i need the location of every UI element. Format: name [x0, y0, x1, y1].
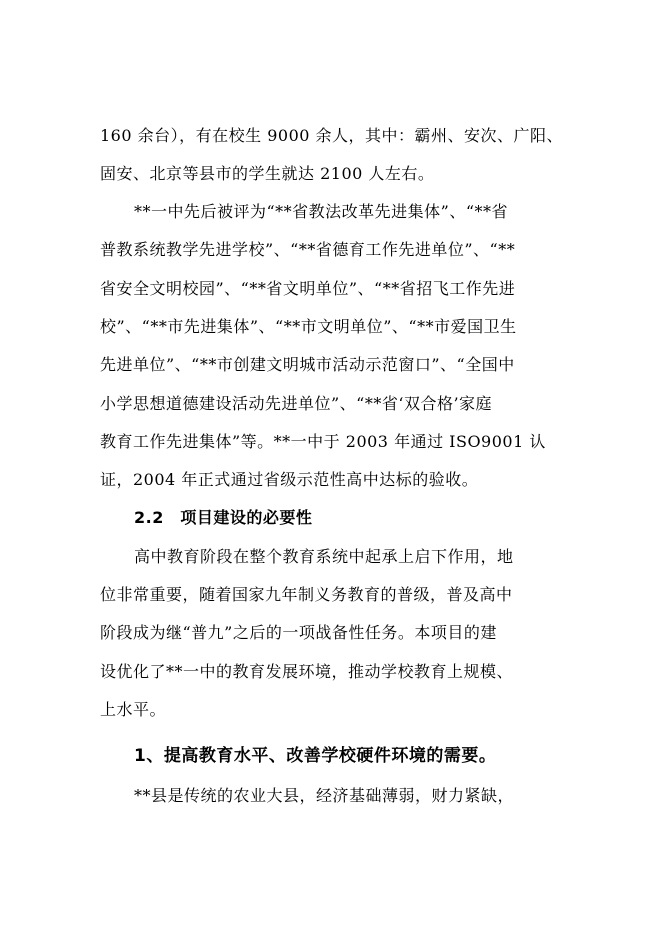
- paragraph-line: 证，2004 年正式通过省级示范性高中达标的验收。: [100, 470, 479, 489]
- paragraph-line: 校”、“**市先进集体”、“**市文明单位”、“**市爱国卫生: [100, 317, 517, 336]
- paragraph-line: 阶段成为继“普九”之后的一项战备性任务。本项目的建: [100, 623, 497, 642]
- paragraph-line: 设优化了**一中的教育发展环境，推动学校教育上规模、: [100, 662, 514, 681]
- paragraph-line: 省安全文明校园”、“**省文明单位”、“**省招飞工作先进: [100, 279, 516, 298]
- paragraph-line: 位非常重要，随着国家九年制义务教育的普级，普及高中: [100, 585, 513, 604]
- paragraph-line: **县是传统的农业大县，经济基础薄弱，财力紧缺，: [134, 786, 515, 805]
- paragraph-line: **一中先后被评为“**省教法改革先进集体”、“**省: [134, 202, 509, 221]
- paragraph-line: 上水平。: [100, 700, 167, 719]
- section-heading: 2.2 项目建设的必要性: [134, 508, 313, 527]
- paragraph-line: 普教系统教学先进学校”、“**省德育工作先进单位”、“**: [100, 240, 516, 259]
- paragraph-line: 先进单位”、“**市创建文明城市活动示范窗口”、“全国中: [100, 355, 515, 374]
- paragraph-line: 小学思想道德建设活动先进单位”、“**省‘双合格’家庭: [100, 394, 493, 413]
- subsection-heading: 1、提高教育水平、改善学校硬件环境的需要。: [134, 746, 497, 766]
- paragraph-line: 教育工作先进集体”等。**一中于 2003 年通过 ISO9001 认: [100, 432, 546, 451]
- paragraph-line: 160 余台），有在校生 9000 余人，其中：霸州、安次、广阳、: [100, 126, 564, 145]
- paragraph-line: 固安、北京等县市的学生就达 2100 人左右。: [100, 164, 435, 183]
- paragraph-line: 高中教育阶段在整个教育系统中起承上启下作用，地: [134, 547, 514, 566]
